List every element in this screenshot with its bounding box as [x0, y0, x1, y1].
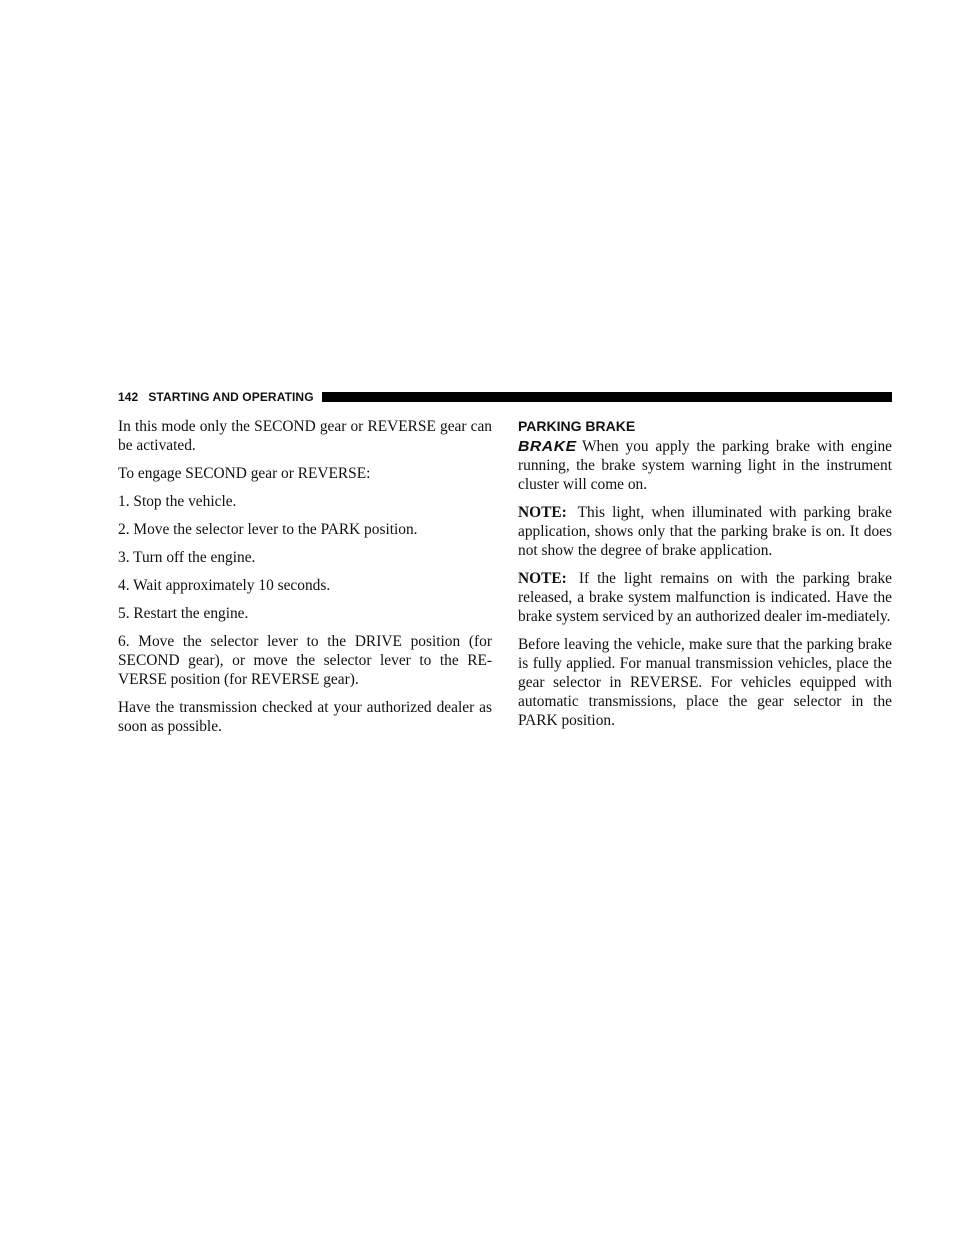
- step-3: 3. Turn off the engine.: [118, 549, 256, 566]
- brake-light-text: When you apply the parking brake with engine running, the brake system warning light in the: [518, 438, 892, 474]
- brake-light-text-continued: instrument cluster will come on.: [518, 457, 892, 493]
- left-column: [118, 417, 492, 745]
- before-leaving-paragraph: Before leaving the vehicle, make sure that the parking brake is fully applied. For manual transmission vehicles, place the gear selector in REVERSE. For vehicles equipped with automatic transmissions, place the gear selector in the PARK position.: [518, 636, 892, 729]
- step-4: 4. Wait approximately 10 seconds.: [118, 577, 331, 594]
- engage-instruction: To engage SECOND gear or REVERSE:: [118, 465, 371, 482]
- step-5: 5. Restart the engine.: [118, 605, 249, 622]
- step-2: 2. Move the selector lever to the PARK position.: [118, 521, 418, 538]
- right-column: [518, 417, 892, 739]
- intro-paragraph: In this mode only the SECOND gear or REVERSE gear can be activated.: [118, 418, 492, 454]
- step-6: 6. Move the selector lever to the DRIVE position (for SECOND gear), or move the selector lever to the RE-VERSE position (for REVERSE gear).: [118, 633, 492, 688]
- note-text: If the light remains on with the parking brake released, a brake system malfunction is indicated. Have the brake system serviced by an authorized dealer im-mediately.: [518, 570, 892, 625]
- page-header: [118, 390, 892, 404]
- header-rule: [322, 392, 892, 402]
- brake-warning-icon: BRAKE: [518, 438, 577, 455]
- section-title: STARTING AND OPERATING: [148, 390, 314, 404]
- note-indicator-paragraph: [518, 503, 892, 560]
- note-label: NOTE:: [518, 570, 567, 587]
- step-1: 1. Stop the vehicle.: [118, 493, 237, 510]
- note-malfunction-paragraph: [518, 569, 892, 626]
- brake-light-paragraph: [518, 437, 892, 494]
- dealer-check-paragraph: Have the transmission checked at your authorized dealer as soon as possible.: [118, 699, 492, 735]
- note-text: This light, when illuminated with parking brake application, shows only that the parking brake is on. It does not show the degree of brake application.: [518, 504, 892, 559]
- note-label: NOTE:: [518, 504, 567, 521]
- parking-brake-heading: PARKING BRAKE: [518, 418, 636, 434]
- page-number: 142: [118, 390, 139, 404]
